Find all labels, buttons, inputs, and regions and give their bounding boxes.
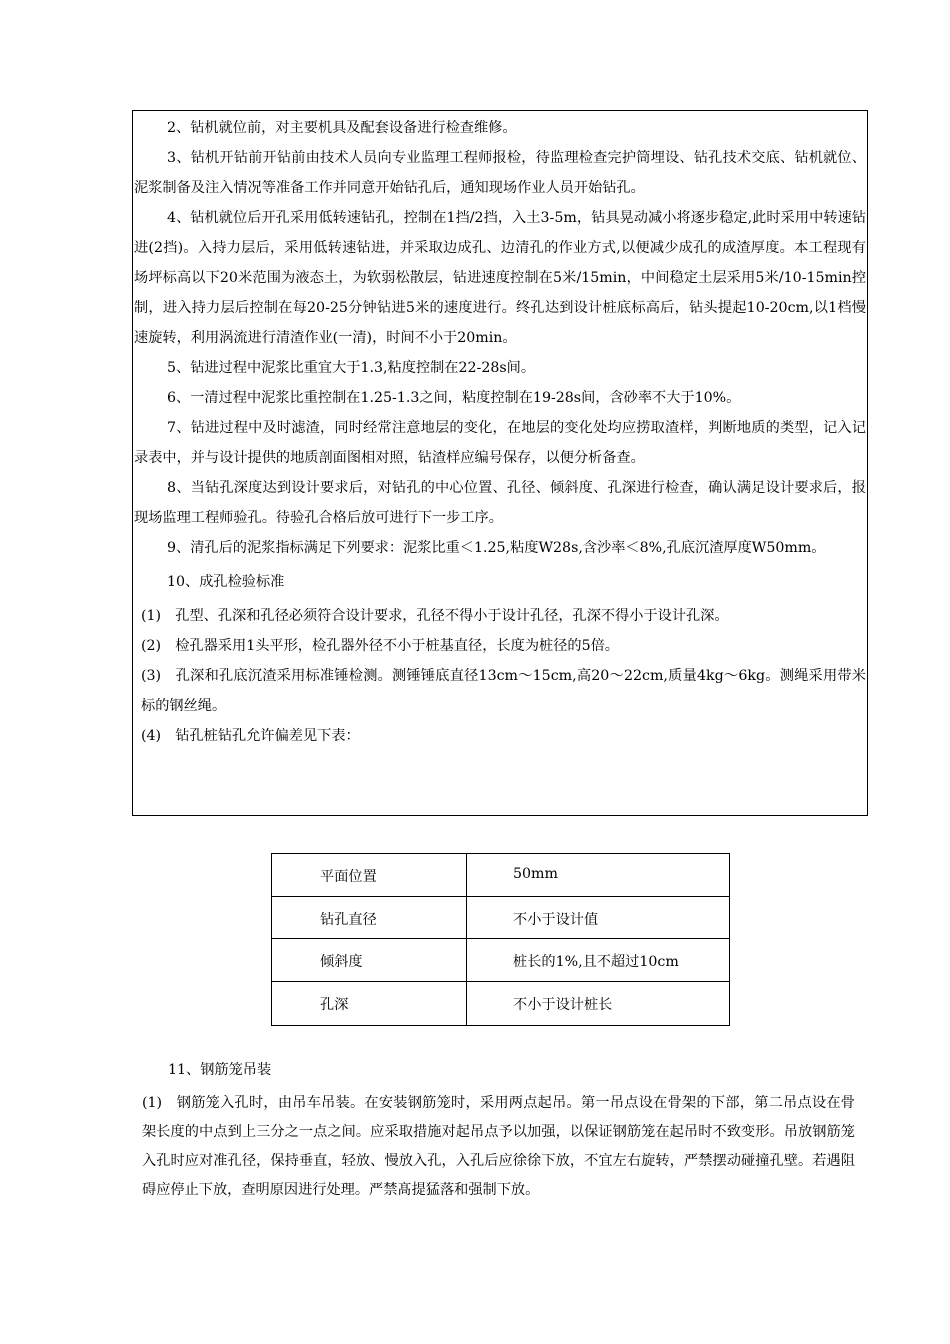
table-cell-item: 平面位置 [272, 854, 467, 897]
table-cell-item: 钻孔直径 [272, 897, 467, 939]
step-5: 5、钻进过程中泥浆比重宜大于1.3,粘度控制在22-28s间。 [167, 360, 536, 376]
table-cell-value: 不小于设计桩长 [467, 982, 730, 1026]
step-3: 3、钻机开钻前开钻前由技术人员向专业监理工程师报检，待监理检查完护筒埋设、钻孔技术交底、钻机就位、泥浆制备及注入情况等准备工作并同意开始钻孔后，通知现场作业人员开始钻孔。 [134, 150, 866, 196]
step-9: 9、清孔后的泥浆指标满足下列要求：泥浆比重＜1.25,粘度W28s,含沙率＜8%,孔底沉渣厚度W50mm。 [167, 540, 826, 556]
allowable-deviation-table [271, 853, 730, 1026]
step-8: 8、当钻孔深度达到设计要求后，对钻孔的中心位置、孔径、倾斜度、孔深进行检查，确认满足设计要求后，报现场监理工程师验孔。待验孔合格后放可进行下一步工序。 [134, 480, 866, 526]
rebar-cage-item-1: (1) 钢筋笼入孔时，由吊车吊装。在安装钢筋笼时，采用两点起吊。第一吊点设在骨架的下部，第二吊点设在骨架长度的中点到上三分之一点之间。应采取措施对起吊点予以加强，以保证钢筋笼在起吊时不致变形。吊放钢筋笼入孔时应对准孔径，保持垂直，轻放、慢放入孔，入孔后应徐徐下放，不宜左右旋转，严禁摆动碰撞孔壁。若遇阻碍应停止下放，查明原因进行处理。严禁髙提猛落和强制下放。 [142, 1095, 855, 1198]
step-7: 7、钻进过程中及时滤渣，同时经常注意地层的变化，在地层的变化处均应捞取渣样，判断地质的类型，记入记录表中，并与设计提供的地质剖面图相对照，钻渣样应编号保存，以便分析备查。 [134, 420, 866, 466]
step-4: 4、钻机就位后开孔采用低转速钻孔，控制在1挡/2挡，入土3-5m，钻具晃动减小将逐步稳定,此时采用中转速钻进(2挡)。入持力层后，采用低转速钻进，并采取边成孔、边清孔的作业方式,以便减少成孔的成渣厚度。本工程现有场坪标高以下20米范围为液态土，为软弱松散层，钻进速度控制在5米/15min，中间稳定土层采用5米/10-15min控制，进入持力层后控制在每20-25分钟钻进5米的速度进行。终孔达到设计桩底标高后，钻头提起10-20cm,以1档慢速旋转，利用涡流进行清渣作业(一清)，时间不小于20min。 [134, 210, 866, 346]
table-cell-value: 50mm [467, 854, 730, 897]
inspection-item-1: (1) 孔型、孔深和孔径必须符合设计要求，孔径不得小于设计孔径，孔深不得小于设计孔深。 [141, 608, 729, 624]
inspection-item-3: (3) 孔深和孔底沉渣采用标准锤检测。测锤锤底直径13cm〜15cm,高20〜22cm,质量4kg〜6kg。测绳采用带米标的钢丝绳。 [141, 668, 866, 714]
table-row [272, 897, 730, 939]
step-6: 6、一清过程中泥浆比重控制在1.25-1.3之间，粘度控制在19-28s间，含砂率不大于10%。 [167, 390, 741, 406]
step-10-heading: 10、成孔检验标准 [167, 574, 285, 590]
inspection-item-4: (4) 钻孔桩钻孔允许偏差见下表： [141, 728, 360, 744]
step-11-heading: 11、钢筋笼吊装 [168, 1062, 272, 1078]
table-cell-value: 不小于设计值 [467, 897, 730, 939]
table-row [272, 982, 730, 1026]
rebar-cage-section [134, 1056, 856, 1205]
table-cell-item: 孔深 [272, 982, 467, 1026]
table-cell-value: 桩长的1%,且不超过10cm [467, 939, 730, 982]
table-row [272, 939, 730, 982]
table-cell-item: 倾斜度 [272, 939, 467, 982]
inspection-item-2: (2) 检孔器采用1头平形，检孔器外径不小于桩基直径，长度为桩径的5倍。 [141, 638, 619, 654]
step-2: 2、钻机就位前，对主要机具及配套设备进行检查维修。 [167, 120, 517, 136]
table-row [272, 854, 730, 897]
construction-steps-box [132, 110, 868, 816]
